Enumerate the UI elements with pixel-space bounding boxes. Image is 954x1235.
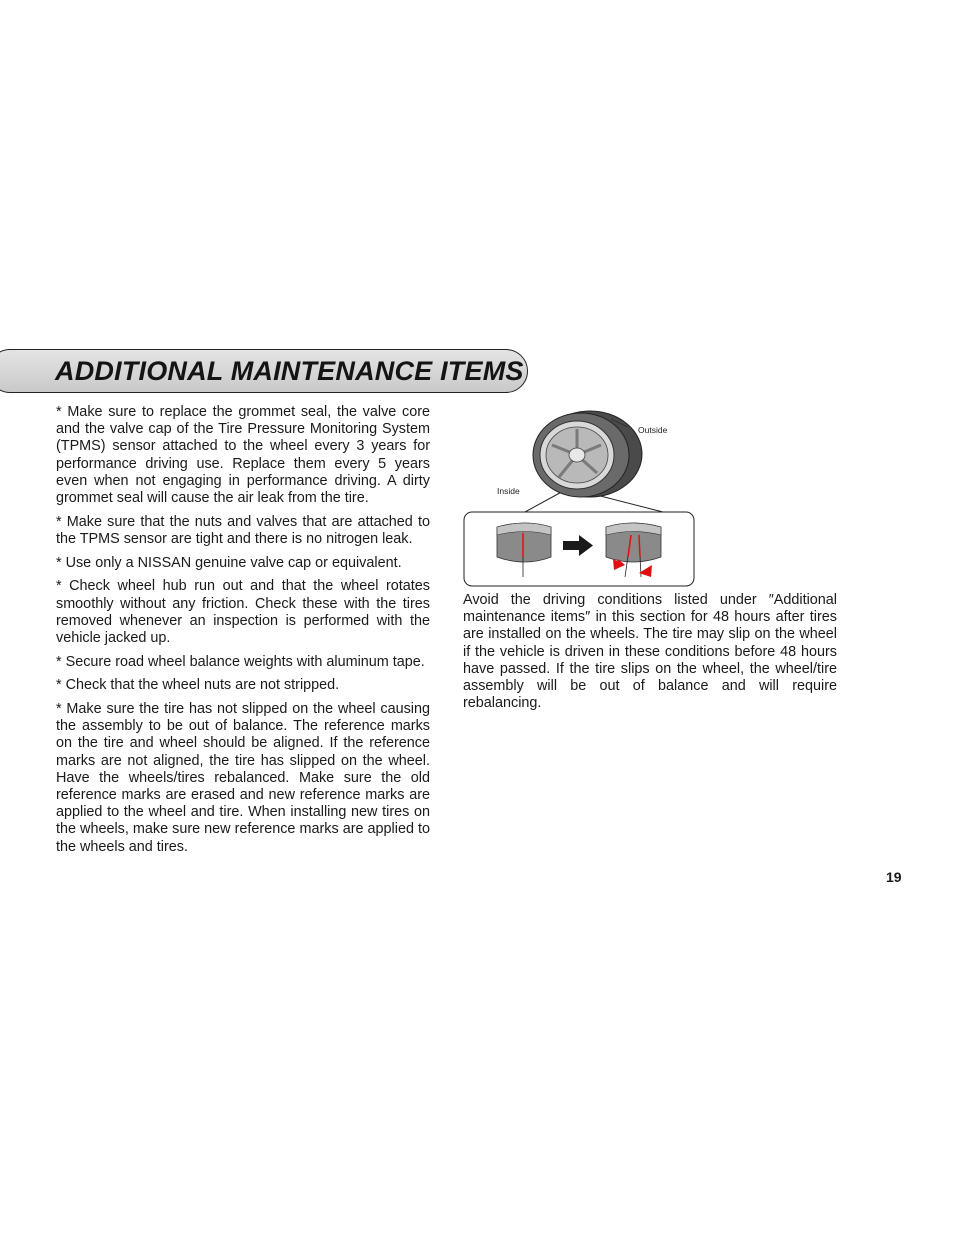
section-title: ADDITIONAL MAINTENANCE ITEMS xyxy=(55,356,524,386)
paragraph-grommet-seal: * Make sure to replace the grommet seal, the valve core and the valve cap of the Tire Pressure Monitoring System (TPMS) sensor attached to the wheel every 3 years for performance driving use. Replace them every 5 years even when not engaging in performance driving. A dirty grommet seal will cause the air leak from the tire. xyxy=(56,404,430,507)
right-column xyxy=(463,592,837,712)
label-inside: Inside xyxy=(497,486,520,496)
tire-slip-figure xyxy=(463,407,695,588)
paragraph-balance-weights: * Secure road wheel balance weights with aluminum tape. xyxy=(56,653,425,670)
page-number: 19 xyxy=(886,869,902,885)
paragraph-valve-cap: * Use only a NISSAN genuine valve cap or equivalent. xyxy=(56,554,402,571)
tire-wheel-icon xyxy=(533,411,642,497)
paragraph-wheel-nuts: * Check that the wheel nuts are not stripped. xyxy=(56,677,340,694)
left-column xyxy=(56,404,430,862)
paragraph-wheel-hub: * Check wheel hub run out and that the wheel rotates smoothly without any friction. Check these with the tires removed whenever an inspection is performed with the vehicle jacked up. xyxy=(56,578,430,646)
paragraph-tire-slip: * Make sure the tire has not slipped on the wheel causing the assembly to be out of balance. The reference marks on the tire and wheel should be aligned. If the reference marks are not aligned, the tire has slipped on the wheel. Have the wheels/tires rebalanced. Make sure the old reference marks are erased and new reference marks are applied to the wheel and tire. When installing new tires on the wheels, make sure new reference marks are applied to the wheels and tires. xyxy=(56,701,430,855)
paragraph-tpms-nuts: * Make sure that the nuts and valves that are attached to the TPMS sensor are tight and there is no nitrogen leak. xyxy=(56,513,430,547)
paragraph-avoid-driving: Avoid the driving conditions listed under ″Additional maintenance items″ in this section for 48 hours after tires are installed on the wheels. The tire may slip on the wheel if the vehicle is driven in these conditions before 48 hours have passed. If the tire slips on the wheel, the wheel/tire assembly will be out of balance and will require rebalancing. xyxy=(463,592,837,712)
label-outside: Outside xyxy=(638,425,668,435)
